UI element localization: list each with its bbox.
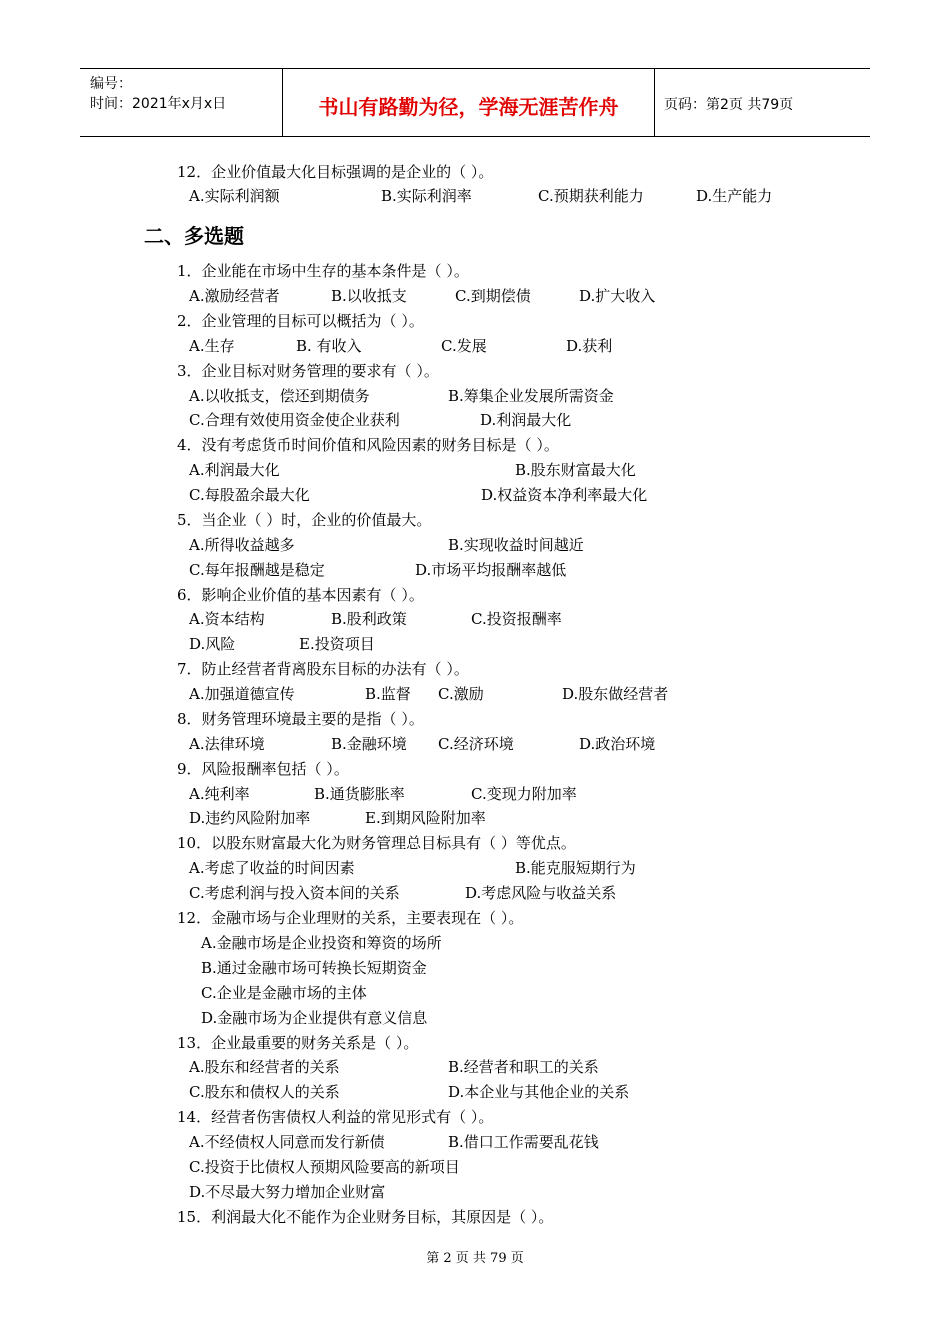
answer-option: A.纯利率: [189, 785, 250, 803]
document-header: [80, 68, 870, 137]
answer-option: A.资本结构: [189, 610, 265, 628]
answer-option: B.金融环境: [331, 735, 407, 753]
document-time-label: 时间：2021年x月x日: [90, 96, 227, 112]
answer-option: C.股东和债权人的关系: [189, 1083, 340, 1101]
question-stem: 13．企业最重要的财务关系是（ ）。: [177, 1034, 419, 1052]
question-stem: 4．没有考虑货币时间价值和风险因素的财务目标是（ ）。: [177, 436, 559, 454]
answer-option: D.权益资本净利率最大化: [481, 486, 648, 504]
answer-option: D.违约风险附加率: [189, 809, 311, 827]
header-motto-cell: [283, 69, 655, 136]
section-title: 二、多选题: [144, 224, 244, 248]
answer-option: A.考虑了收益的时间因素: [189, 859, 355, 877]
answer-option: B.股东财富最大化: [515, 461, 636, 479]
answer-option: C.企业是金融市场的主体: [201, 984, 367, 1002]
answer-option: A.激励经营者: [189, 287, 280, 305]
answer-option: D.考虑风险与收益关系: [465, 884, 617, 902]
answer-option: D.扩大收入: [579, 287, 656, 305]
question-stem: 12．企业价值最大化目标强调的是企业的（ ）。: [177, 163, 494, 181]
answer-option: A.股东和经营者的关系: [189, 1058, 340, 1076]
answer-option: D.利润最大化: [480, 411, 572, 429]
answer-option: B. 有收入: [296, 337, 362, 355]
answer-option: A.所得收益越多: [189, 536, 295, 554]
answer-option: A.以收抵支，偿还到期债务: [189, 387, 370, 405]
answer-option: D.风险: [189, 635, 236, 653]
answer-option: D.获利: [566, 337, 613, 355]
header-meta-cell: [80, 69, 283, 136]
question-stem: 2．企业管理的目标可以概括为（ ）。: [177, 312, 424, 330]
header-page-cell: [655, 69, 870, 136]
answer-option: C.考虑利润与投入资本间的关系: [189, 884, 400, 902]
question-stem: 5．当企业（ ）时，企业的价值最大。: [177, 511, 432, 529]
answer-option: D.市场平均报酬率越低: [415, 561, 567, 579]
page-footer: 第 2 页 共 79 页: [426, 1251, 524, 1266]
answer-option: B.通货膨胀率: [314, 785, 405, 803]
answer-option: A.利润最大化: [189, 461, 280, 479]
header-page-info: 页码：第2页 共79页: [664, 97, 794, 113]
answer-option: D.金融市场为企业提供有意义信息: [201, 1009, 428, 1027]
answer-option: B.能克服短期行为: [515, 859, 636, 877]
question-stem: 1．企业能在市场中生存的基本条件是（ ）。: [177, 262, 469, 280]
answer-option: A.金融市场是企业投资和筹资的场所: [201, 934, 442, 952]
question-stem: 3．企业目标对财务管理的要求有（ ）。: [177, 362, 439, 380]
question-stem: 12．金融市场与企业理财的关系，主要表现在（ ）。: [177, 909, 524, 927]
answer-option: B.通过金融市场可转换长短期资金: [201, 959, 427, 977]
answer-option: A.加强道德宣传: [189, 685, 295, 703]
answer-option: E.到期风险附加率: [365, 809, 486, 827]
answer-option: C.每年报酬越是稳定: [189, 561, 325, 579]
answer-option: B.监督: [365, 685, 411, 703]
answer-option: D.政治环境: [579, 735, 656, 753]
answer-option: B.股利政策: [331, 610, 407, 628]
answer-option: B.经营者和职工的关系: [448, 1058, 599, 1076]
answer-option: C.经济环境: [438, 735, 514, 753]
question-stem: 6．影响企业价值的基本因素有（ ）。: [177, 586, 424, 604]
question-stem: 14．经营者伤害债权人利益的常见形式有（ ）。: [177, 1108, 494, 1126]
answer-option: C.投资报酬率: [471, 610, 562, 628]
answer-option: C.变现力附加率: [471, 785, 577, 803]
answer-option: C.每股盈余最大化: [189, 486, 310, 504]
question-stem: 10．以股东财富最大化为财务管理总目标具有（ ）等优点。: [177, 834, 576, 852]
answer-option: E.投资项目: [299, 635, 375, 653]
answer-option: D.股东做经营者: [562, 685, 669, 703]
answer-option: B.以收抵支: [331, 287, 407, 305]
answer-option: B.实际利润率: [381, 187, 472, 205]
answer-option: D.本企业与其他企业的关系: [448, 1083, 630, 1101]
question-stem: 7．防止经营者背离股东目标的办法有（ ）。: [177, 660, 469, 678]
answer-option: C.发展: [441, 337, 487, 355]
answer-option: C.预期获利能力: [538, 187, 644, 205]
question-stem: 9．风险报酬率包括（ ）。: [177, 760, 349, 778]
answer-option: C.到期偿债: [455, 287, 531, 305]
answer-option: D.生产能力: [696, 187, 773, 205]
answer-option: B.实现收益时间越近: [448, 536, 584, 554]
answer-option: C.合理有效使用资金使企业获利: [189, 411, 400, 429]
answer-option: A.不经债权人同意而发行新债: [189, 1133, 385, 1151]
answer-option: B.借口工作需要乱花钱: [448, 1133, 599, 1151]
answer-option: C.激励: [438, 685, 484, 703]
answer-option: A.实际利润额: [189, 187, 280, 205]
answer-option: B.筹集企业发展所需资金: [448, 387, 614, 405]
question-stem: 8．财务管理环境最主要的是指（ ）。: [177, 710, 424, 728]
answer-option: A.法律环境: [189, 735, 265, 753]
document-number-label: 编号：: [90, 76, 132, 92]
answer-option: A.生存: [189, 337, 235, 355]
header-motto: 书山有路勤为径，学海无涯苦作舟: [318, 95, 619, 119]
answer-option: C.投资于比债权人预期风险要高的新项目: [189, 1158, 460, 1176]
question-stem: 15．利润最大化不能作为企业财务目标，其原因是（ ）。: [177, 1208, 554, 1226]
answer-option: D.不尽最大努力增加企业财富: [189, 1183, 386, 1201]
